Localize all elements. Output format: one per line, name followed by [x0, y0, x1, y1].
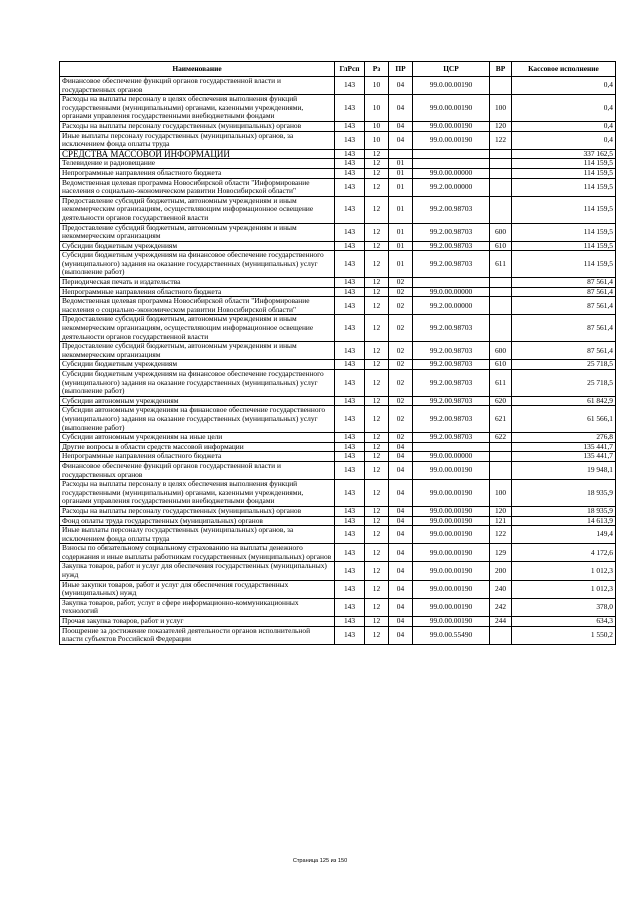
cell-pr: 01	[389, 168, 413, 178]
cell-vr: 100	[490, 95, 512, 122]
cell-name: Другие вопросы в области средств массовой информации	[60, 442, 335, 452]
cell-csr: 99.0.00.00000	[413, 452, 490, 462]
cell-value: 14 613,9	[512, 516, 616, 526]
cell-name: Непрограммные направления областного бюджета	[60, 287, 335, 297]
cell-vr: 611	[490, 370, 512, 397]
cell-vr: 242	[490, 598, 512, 616]
cell-pr: 04	[389, 452, 413, 462]
cell-pr: 04	[389, 461, 413, 479]
cell-vr	[490, 77, 512, 95]
cell-pr: 01	[389, 241, 413, 251]
cell-rz: 10	[365, 131, 389, 149]
cell-value: 87 561,4	[512, 287, 616, 297]
table-row	[60, 617, 616, 627]
table-row	[60, 598, 616, 616]
cell-rz: 12	[365, 168, 389, 178]
cell-glrsp: 143	[335, 396, 365, 406]
cell-value: 0,4	[512, 95, 616, 122]
cell-csr: 99.2.00.98703	[413, 406, 490, 433]
cell-vr: 122	[490, 131, 512, 149]
cell-csr	[413, 278, 490, 288]
cell-name: Субсидии бюджетным учреждениям	[60, 360, 335, 370]
cell-csr: 99.2.00.00000	[413, 297, 490, 315]
cell-glrsp: 143	[335, 241, 365, 251]
table-row	[60, 178, 616, 196]
cell-name: Непрограммные направления областного бюджета	[60, 452, 335, 462]
cell-pr: 04	[389, 617, 413, 627]
cell-rz: 12	[365, 544, 389, 562]
table-header-row	[60, 62, 616, 77]
cell-pr: 04	[389, 544, 413, 562]
cell-rz: 12	[365, 360, 389, 370]
cell-value: 87 561,4	[512, 342, 616, 360]
cell-glrsp: 143	[335, 168, 365, 178]
page-footer: Страница 125 из 150	[292, 858, 348, 864]
cell-rz: 10	[365, 77, 389, 95]
cell-pr: 04	[389, 562, 413, 580]
cell-name: Субсидии бюджетным учреждениям на финансовое обеспечение государственного (муниципального) задания на оказание государственных (муниципальных) услуг (выполнение работ)	[60, 251, 335, 278]
cell-glrsp: 143	[335, 544, 365, 562]
cell-name: Ведомственная целевая программа Новосибирской области "Информирование населения о социально-экономическом развитии Новосибирской области"	[60, 178, 335, 196]
cell-vr	[490, 626, 512, 644]
cell-glrsp: 143	[335, 442, 365, 452]
cell-pr: 04	[389, 526, 413, 544]
cell-glrsp: 143	[335, 278, 365, 288]
cell-vr	[490, 452, 512, 462]
cell-vr: 622	[490, 433, 512, 443]
table-row	[60, 315, 616, 342]
header-vr: ВР	[490, 62, 512, 77]
cell-value: 0,4	[512, 121, 616, 131]
cell-value: 1 550,2	[512, 626, 616, 644]
table-row	[60, 544, 616, 562]
cell-vr: 200	[490, 562, 512, 580]
cell-vr	[490, 149, 512, 159]
cell-name: Предоставление субсидий бюджетным, автономным учреждениям и иным некоммерческим организациям, осуществляющим информационное освещение деятельности органов государственной власти	[60, 315, 335, 342]
cell-name: Предоставление субсидий бюджетным, автономным учреждениям и иным некоммерческим организациям	[60, 342, 335, 360]
cell-value: 0,4	[512, 131, 616, 149]
table-row	[60, 168, 616, 178]
table-row	[60, 223, 616, 241]
cell-pr: 02	[389, 287, 413, 297]
cell-value: 135 441,7	[512, 442, 616, 452]
budget-table	[59, 61, 616, 645]
cell-name: Расходы на выплаты персоналу государственных (муниципальных) органов	[60, 121, 335, 131]
cell-pr: 01	[389, 251, 413, 278]
table-row	[60, 77, 616, 95]
cell-value: 0,4	[512, 77, 616, 95]
cell-csr: 99.0.00.00190	[413, 598, 490, 616]
cell-vr	[490, 168, 512, 178]
cell-rz: 12	[365, 241, 389, 251]
cell-value: 87 561,4	[512, 297, 616, 315]
cell-glrsp: 143	[335, 370, 365, 397]
table-row	[60, 433, 616, 443]
cell-vr: 600	[490, 342, 512, 360]
cell-vr: 120	[490, 506, 512, 516]
cell-glrsp: 143	[335, 617, 365, 627]
cell-glrsp: 143	[335, 196, 365, 223]
cell-pr: 01	[389, 159, 413, 169]
cell-csr: 99.2.00.98703	[413, 251, 490, 278]
cell-vr	[490, 196, 512, 223]
cell-value: 378,0	[512, 598, 616, 616]
cell-vr: 620	[490, 396, 512, 406]
header-csr: ЦСР	[413, 62, 490, 77]
cell-pr: 04	[389, 626, 413, 644]
cell-value: 634,3	[512, 617, 616, 627]
cell-pr: 02	[389, 360, 413, 370]
table-row	[60, 626, 616, 644]
cell-name: Расходы на выплаты персоналу государственных (муниципальных) органов	[60, 506, 335, 516]
header-rz: Рз	[365, 62, 389, 77]
cell-vr	[490, 315, 512, 342]
cell-csr	[413, 159, 490, 169]
cell-glrsp: 143	[335, 297, 365, 315]
table-row	[60, 241, 616, 251]
cell-value: 114 159,5	[512, 159, 616, 169]
cell-vr	[490, 442, 512, 452]
table-row	[60, 121, 616, 131]
cell-glrsp: 143	[335, 580, 365, 598]
cell-name: Субсидии автономным учреждениям	[60, 396, 335, 406]
cell-rz: 12	[365, 406, 389, 433]
cell-vr	[490, 178, 512, 196]
cell-vr: 121	[490, 516, 512, 526]
cell-glrsp: 143	[335, 406, 365, 433]
table-row	[60, 370, 616, 397]
cell-name: Субсидии автономным учреждениям на финансовое обеспечение государственного (муниципального) задания на оказание государственных (муниципальных) услуг (выполнение работ)	[60, 406, 335, 433]
cell-glrsp: 143	[335, 223, 365, 241]
cell-rz: 12	[365, 178, 389, 196]
table-row	[60, 342, 616, 360]
cell-csr: 99.2.00.98703	[413, 196, 490, 223]
cell-name: Поощрение за достижение показателей деятельности органов исполнительной власти субъектов Российской Федерации	[60, 626, 335, 644]
table-row	[60, 480, 616, 507]
cell-name: Финансовое обеспечение функций органов государственной власти и государственных органов	[60, 77, 335, 95]
cell-csr: 99.2.00.98703	[413, 223, 490, 241]
cell-vr	[490, 278, 512, 288]
cell-rz: 12	[365, 287, 389, 297]
cell-csr: 99.0.00.00190	[413, 562, 490, 580]
table-row	[60, 526, 616, 544]
header-cash-execution: Кассовое исполнение	[512, 62, 616, 77]
cell-value: 114 159,5	[512, 251, 616, 278]
cell-csr: 99.0.00.00190	[413, 526, 490, 544]
cell-vr: 621	[490, 406, 512, 433]
cell-csr: 99.0.00.00190	[413, 506, 490, 516]
cell-rz: 12	[365, 159, 389, 169]
cell-value: 87 561,4	[512, 278, 616, 288]
cell-csr: 99.2.00.98703	[413, 342, 490, 360]
cell-pr	[389, 149, 413, 159]
cell-glrsp: 143	[335, 77, 365, 95]
cell-rz: 12	[365, 278, 389, 288]
table-row	[60, 406, 616, 433]
cell-pr: 02	[389, 278, 413, 288]
cell-name: Предоставление субсидий бюджетным, автономным учреждениям и иным некоммерческим организациям, осуществляющим информационное освещение деятельности органов государственной власти	[60, 196, 335, 223]
cell-name: Периодическая печать и издательства	[60, 278, 335, 288]
cell-csr: 99.2.00.98703	[413, 315, 490, 342]
cell-value: 61 842,9	[512, 396, 616, 406]
table-row	[60, 452, 616, 462]
cell-pr: 04	[389, 131, 413, 149]
cell-pr: 04	[389, 95, 413, 122]
cell-csr: 99.2.00.98703	[413, 241, 490, 251]
cell-csr	[413, 149, 490, 159]
table-row	[60, 95, 616, 122]
cell-rz: 12	[365, 598, 389, 616]
cell-vr: 610	[490, 360, 512, 370]
cell-name: Предоставление субсидий бюджетным, автономным учреждениям и иным некоммерческим организациям	[60, 223, 335, 241]
cell-rz: 12	[365, 562, 389, 580]
table-row	[60, 278, 616, 288]
cell-pr: 04	[389, 121, 413, 131]
cell-value: 25 718,5	[512, 360, 616, 370]
cell-rz: 12	[365, 461, 389, 479]
cell-glrsp: 143	[335, 452, 365, 462]
cell-value: 135 441,7	[512, 452, 616, 462]
cell-csr: 99.0.00.00190	[413, 77, 490, 95]
cell-rz: 10	[365, 121, 389, 131]
cell-value: 114 159,5	[512, 223, 616, 241]
cell-pr: 04	[389, 506, 413, 516]
cell-glrsp: 143	[335, 342, 365, 360]
header-name: Наименование	[60, 62, 335, 77]
table-row	[60, 297, 616, 315]
cell-glrsp: 143	[335, 516, 365, 526]
cell-name: СРЕДСТВА МАССОВОЙ ИНФОРМАЦИИ	[60, 149, 335, 159]
cell-rz: 12	[365, 251, 389, 278]
cell-glrsp: 143	[335, 562, 365, 580]
cell-rz: 12	[365, 506, 389, 516]
cell-vr: 129	[490, 544, 512, 562]
cell-pr: 02	[389, 396, 413, 406]
table-row	[60, 580, 616, 598]
cell-vr	[490, 159, 512, 169]
cell-pr: 04	[389, 480, 413, 507]
cell-value: 114 159,5	[512, 241, 616, 251]
cell-value: 114 159,5	[512, 178, 616, 196]
cell-glrsp: 143	[335, 315, 365, 342]
budget-table-page	[59, 61, 615, 645]
cell-rz: 10	[365, 95, 389, 122]
cell-csr: 99.0.00.00190	[413, 544, 490, 562]
cell-glrsp: 143	[335, 526, 365, 544]
cell-name: Прочая закупка товаров, работ и услуг	[60, 617, 335, 627]
cell-name: Фонд оплаты труда государственных (муниципальных) органов	[60, 516, 335, 526]
cell-vr: 611	[490, 251, 512, 278]
cell-rz: 12	[365, 342, 389, 360]
cell-glrsp: 143	[335, 433, 365, 443]
cell-pr: 01	[389, 178, 413, 196]
cell-rz: 12	[365, 516, 389, 526]
cell-glrsp: 143	[335, 626, 365, 644]
table-row	[60, 461, 616, 479]
cell-rz: 12	[365, 580, 389, 598]
cell-csr: 99.0.00.00000	[413, 287, 490, 297]
cell-value: 1 012,3	[512, 562, 616, 580]
cell-csr: 99.0.00.00190	[413, 580, 490, 598]
cell-name: Расходы на выплаты персоналу в целях обеспечения выполнения функций государственными (муниципальными) органами, казенными учреждениями, органами управления государственными внебюджетными фондами	[60, 480, 335, 507]
cell-csr: 99.0.00.55490	[413, 626, 490, 644]
cell-pr: 02	[389, 433, 413, 443]
cell-glrsp: 143	[335, 131, 365, 149]
cell-glrsp: 143	[335, 251, 365, 278]
cell-rz: 12	[365, 626, 389, 644]
cell-name: Закупка товаров, работ и услуг для обеспечения государственных (муниципальных) нужд	[60, 562, 335, 580]
cell-pr: 04	[389, 77, 413, 95]
cell-value: 18 935,9	[512, 506, 616, 516]
cell-csr: 99.2.00.98703	[413, 370, 490, 397]
cell-value: 18 935,9	[512, 480, 616, 507]
cell-name: Взносы по обязательному социальному страхованию на выплаты денежного содержания и иные выплаты работникам государственных (муниципальных) органов	[60, 544, 335, 562]
cell-name: Иные выплаты персоналу государственных (муниципальных) органов, за исключением фонда оплаты труда	[60, 526, 335, 544]
cell-value: 4 172,6	[512, 544, 616, 562]
cell-glrsp: 143	[335, 178, 365, 196]
header-pr: ПР	[389, 62, 413, 77]
cell-vr	[490, 461, 512, 479]
cell-pr: 04	[389, 598, 413, 616]
cell-rz: 12	[365, 223, 389, 241]
cell-rz: 12	[365, 370, 389, 397]
cell-csr: 99.2.00.98703	[413, 433, 490, 443]
cell-glrsp: 143	[335, 480, 365, 507]
cell-name: Расходы на выплаты персоналу в целях обеспечения выполнения функций государственными (муниципальными) органами, казенными учреждениями, органами управления государственными внебюджетными фондами	[60, 95, 335, 122]
cell-pr: 02	[389, 342, 413, 360]
cell-rz: 12	[365, 149, 389, 159]
cell-name: Непрограммные направления областного бюджета	[60, 168, 335, 178]
cell-csr: 99.2.00.00000	[413, 178, 490, 196]
cell-vr	[490, 297, 512, 315]
cell-rz: 12	[365, 452, 389, 462]
cell-pr: 02	[389, 297, 413, 315]
cell-pr: 01	[389, 223, 413, 241]
table-row	[60, 442, 616, 452]
cell-rz: 12	[365, 396, 389, 406]
cell-vr: 100	[490, 480, 512, 507]
header-glrsp: ГлРсп	[335, 62, 365, 77]
cell-value: 19 948,1	[512, 461, 616, 479]
cell-rz: 12	[365, 480, 389, 507]
cell-value: 149,4	[512, 526, 616, 544]
cell-pr: 01	[389, 196, 413, 223]
table-row	[60, 196, 616, 223]
table-row	[60, 396, 616, 406]
cell-vr: 240	[490, 580, 512, 598]
table-row	[60, 562, 616, 580]
table-row	[60, 131, 616, 149]
cell-vr: 610	[490, 241, 512, 251]
cell-glrsp: 143	[335, 598, 365, 616]
cell-csr: 99.0.00.00000	[413, 168, 490, 178]
cell-name: Закупка товаров, работ, услуг в сфере информационно-коммуникационных технологий	[60, 598, 335, 616]
cell-csr: 99.0.00.00190	[413, 516, 490, 526]
cell-pr: 04	[389, 516, 413, 526]
cell-pr: 04	[389, 580, 413, 598]
cell-glrsp: 143	[335, 121, 365, 131]
cell-vr: 244	[490, 617, 512, 627]
cell-csr: 99.2.00.98703	[413, 360, 490, 370]
cell-value: 337 162,5	[512, 149, 616, 159]
cell-name: Телевидение и радиовещание	[60, 159, 335, 169]
table-row	[60, 516, 616, 526]
cell-csr: 99.0.00.00190	[413, 121, 490, 131]
cell-vr	[490, 287, 512, 297]
cell-glrsp: 143	[335, 159, 365, 169]
cell-pr: 04	[389, 442, 413, 452]
cell-vr: 120	[490, 121, 512, 131]
cell-name: Иные закупки товаров, работ и услуг для обеспечения государственных (муниципальных) нужд	[60, 580, 335, 598]
cell-pr: 02	[389, 315, 413, 342]
table-row	[60, 506, 616, 516]
table-row	[60, 287, 616, 297]
table-row	[60, 360, 616, 370]
cell-pr: 02	[389, 406, 413, 433]
cell-rz: 12	[365, 442, 389, 452]
cell-value: 1 012,3	[512, 580, 616, 598]
cell-name: Иные выплаты персоналу государственных (муниципальных) органов, за исключением фонда оплаты труда	[60, 131, 335, 149]
cell-name: Субсидии автономным учреждениям на иные цели	[60, 433, 335, 443]
cell-name: Финансовое обеспечение функций органов государственной власти и государственных органов	[60, 461, 335, 479]
cell-rz: 12	[365, 315, 389, 342]
cell-value: 25 718,5	[512, 370, 616, 397]
cell-csr: 99.0.00.00190	[413, 480, 490, 507]
cell-vr: 122	[490, 526, 512, 544]
table-row	[60, 159, 616, 169]
cell-name: Субсидии бюджетным учреждениям на финансовое обеспечение государственного (муниципального) задания на оказание государственных (муниципальных) услуг (выполнение работ)	[60, 370, 335, 397]
cell-csr: 99.0.00.00190	[413, 131, 490, 149]
cell-glrsp: 143	[335, 461, 365, 479]
cell-glrsp: 143	[335, 360, 365, 370]
table-row	[60, 149, 616, 159]
cell-value: 87 561,4	[512, 315, 616, 342]
cell-value: 114 159,5	[512, 168, 616, 178]
cell-csr: 99.0.00.00190	[413, 95, 490, 122]
cell-value: 114 159,5	[512, 196, 616, 223]
cell-pr: 02	[389, 370, 413, 397]
cell-glrsp: 143	[335, 149, 365, 159]
cell-name: Ведомственная целевая программа Новосибирской области "Информирование населения о социально-экономическом развитии Новосибирской области"	[60, 297, 335, 315]
cell-glrsp: 143	[335, 287, 365, 297]
cell-rz: 12	[365, 433, 389, 443]
cell-rz: 12	[365, 297, 389, 315]
cell-name: Субсидии бюджетным учреждениям	[60, 241, 335, 251]
cell-value: 61 566,1	[512, 406, 616, 433]
cell-glrsp: 143	[335, 95, 365, 122]
cell-csr	[413, 442, 490, 452]
cell-rz: 12	[365, 196, 389, 223]
cell-csr: 99.0.00.00190	[413, 617, 490, 627]
cell-value: 276,8	[512, 433, 616, 443]
table-row	[60, 251, 616, 278]
cell-vr: 600	[490, 223, 512, 241]
cell-rz: 12	[365, 617, 389, 627]
cell-csr: 99.0.00.00190	[413, 461, 490, 479]
cell-glrsp: 143	[335, 506, 365, 516]
cell-rz: 12	[365, 526, 389, 544]
cell-csr: 99.2.00.98703	[413, 396, 490, 406]
